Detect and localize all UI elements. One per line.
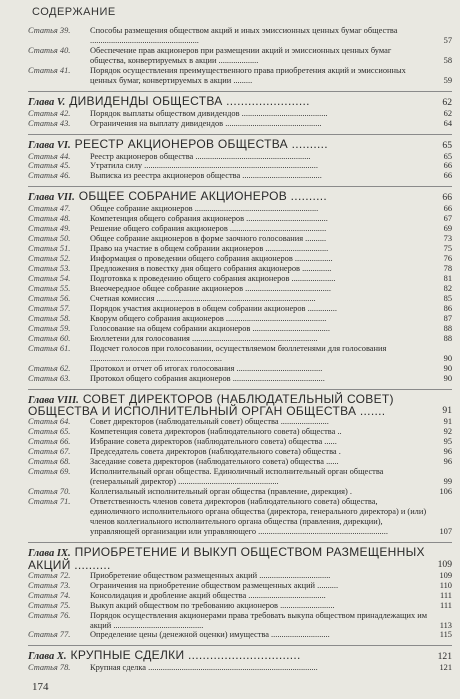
article-title: Общее собрание акционеров в форме заочного голосования .......... — [90, 234, 327, 244]
article-number: Статья 68. — [28, 457, 71, 467]
article-number: Статья 42. — [28, 108, 71, 118]
article-title: Общее собрание акционеров ........................................................... — [90, 204, 319, 214]
table-of-contents — [28, 26, 452, 673]
article-title: Внеочередное общее собрание акционеров ......................................... — [90, 283, 331, 293]
article-title: Счетная комиссия ............................................................................ — [90, 293, 316, 303]
toc-entry — [28, 467, 452, 487]
article-title: Компетенция общего собрания акционеров ....................................... — [90, 214, 328, 224]
article-number: Статья 51. — [28, 244, 71, 254]
article-title: Голосование на общем собрании акционеров ..................................... — [90, 323, 330, 333]
article-number: Статья 46. — [28, 171, 71, 181]
article-number: Статья 44. — [28, 151, 71, 161]
article-page-number: 57 — [443, 35, 452, 45]
article-number: Статья 60. — [28, 333, 71, 343]
article-title: Определение цены (денежной оценки) имущества ............................ — [90, 630, 330, 640]
article-page-number: 76 — [443, 254, 452, 264]
article-number: Статья 66. — [28, 437, 71, 447]
article-number: Статья 69. — [28, 467, 71, 477]
article-page-number: 107 — [439, 526, 452, 536]
chapter-label: Глава VII. — [28, 192, 75, 204]
article-number: Статья 58. — [28, 313, 71, 323]
article-page-number: 95 — [443, 437, 452, 447]
chapter-label: Глава IX. — [28, 547, 71, 559]
toc-entry — [28, 152, 452, 162]
article-number: Статья 39. — [28, 26, 71, 35]
article-page-number: 66 — [443, 204, 452, 214]
toc-entry — [28, 601, 452, 611]
toc-entry — [28, 344, 452, 364]
article-number: Статья 65. — [28, 427, 71, 437]
toc-entry — [28, 374, 452, 384]
article-number: Статья 64. — [28, 417, 71, 427]
article-title: Протокол общего собрания акционеров ............................................ — [90, 373, 325, 383]
article-page-number: 59 — [443, 75, 452, 85]
article-number: Статья 71. — [28, 497, 71, 507]
toc-chapter-heading — [28, 134, 452, 152]
running-header: СОДЕРЖАНИЕ — [32, 6, 116, 18]
article-number: Статья 55. — [28, 283, 71, 293]
article-number: Статья 48. — [28, 214, 71, 224]
toc-entry — [28, 274, 452, 284]
article-page-number: 106 — [439, 487, 452, 497]
article-title: Утратила силу ................................................................................... — [90, 161, 318, 171]
article-page-number: 111 — [440, 590, 452, 600]
toc-entry — [28, 171, 452, 181]
article-number: Статья 54. — [28, 274, 71, 284]
article-number: Статья 57. — [28, 303, 71, 313]
article-number: Статья 78. — [28, 663, 71, 673]
article-title: Ответственность членов совета директоров (наблюдательного совета) общества, единоличного исполнительного органа общества (директора, генерального директора) и (или) членов коллегиального исполнительного органа общества (правления, дирекции), управляющей организации или управляющего .............................................................. — [90, 497, 427, 536]
article-number: Статья 59. — [28, 323, 71, 333]
article-title: Ограничения на приобретение обществом размещенных акций .......... — [90, 580, 339, 590]
chapter-page-number: 121 — [437, 651, 452, 663]
article-page-number: 82 — [443, 283, 452, 293]
article-title: Избрание совета директоров (наблюдательного совета) общества ...... — [90, 437, 337, 447]
toc-entry — [28, 224, 452, 234]
article-page-number: 113 — [439, 620, 452, 630]
toc-entry — [28, 214, 452, 224]
toc-entry — [28, 244, 452, 254]
article-page-number: 92 — [443, 427, 452, 437]
article-title: Порядок осуществления акционерами права требовать выкупа обществом принадлежащих им акций ........................................... — [90, 610, 428, 630]
article-number: Статья 56. — [28, 293, 71, 303]
article-page-number: 66 — [443, 161, 452, 171]
article-title: Порядок осуществления преимущественного права приобретения акций и эмиссионных ценных бумаг, конвертируемых в акции ......... — [90, 65, 406, 85]
page-number: 174 — [32, 681, 49, 693]
article-number: Статья 76. — [28, 610, 71, 620]
article-page-number: 121 — [439, 663, 452, 673]
article-page-number: 115 — [439, 630, 452, 640]
article-page-number: 73 — [443, 234, 452, 244]
chapter-label: Глава X. — [28, 651, 67, 663]
toc-entry — [28, 109, 452, 119]
article-number: Статья 45. — [28, 161, 71, 171]
article-title: Председатель совета директоров (наблюдательного совета) общества . — [90, 447, 341, 457]
toc-entry — [28, 314, 452, 324]
article-title: Реестр акционеров общества ....................................................... — [90, 151, 311, 161]
article-title: Совет директоров (наблюдательный совет) общества ....................... — [90, 417, 329, 427]
toc-entry — [28, 304, 452, 314]
article-page-number: 90 — [443, 363, 452, 373]
chapter-title: ДИВИДЕНДЫ ОБЩЕСТВА ....................... — [69, 93, 310, 108]
toc-entry — [28, 264, 452, 274]
toc-chapter-heading — [28, 91, 452, 109]
article-title: Протокол и отчет об итогах голосования ......................................... — [90, 363, 323, 373]
article-number: Статья 61. — [28, 343, 71, 353]
article-title: Крупная сделка ................................................................................. — [90, 663, 318, 673]
article-title: Заседание совета директоров (наблюдательного совета) общества ...... — [90, 457, 339, 467]
toc-chapter-heading — [28, 645, 452, 663]
article-page-number: 90 — [443, 353, 452, 363]
chapter-page-number: 109 — [437, 558, 452, 570]
toc-chapter-heading — [28, 186, 452, 204]
article-title: Выписка из реестра акционеров общества ...................................... — [90, 171, 322, 181]
article-title: Порядок выплаты обществом дивидендов ......................................... — [90, 108, 328, 118]
article-title: Подсчет голосов при голосовании, осуществляемом бюллетенями для голосования ............................................................... — [90, 343, 387, 363]
toc-entry — [28, 119, 452, 129]
article-number: Статья 75. — [28, 600, 71, 610]
article-page-number: 90 — [443, 373, 452, 383]
article-title: Выкуп акций обществом по требованию акционеров .......................... — [90, 600, 335, 610]
chapter-title: СОВЕТ ДИРЕКТОРОВ (НАБЛЮДАТЕЛЬНЫЙ СОВЕТ) ОБЩЕСТВА И ИСПОЛНИТЕЛЬНЫЙ ОРГАН ОБЩЕСТВА ....... — [28, 391, 394, 419]
toc-entry — [28, 611, 452, 631]
toc-entry — [28, 571, 452, 581]
article-title: Информация о проведении общего собрания акционеров .................. — [90, 254, 333, 264]
toc-entry — [28, 630, 452, 640]
toc-entry — [28, 447, 452, 457]
article-page-number: 75 — [443, 244, 452, 254]
chapter-page-number: 65 — [442, 139, 452, 151]
article-number: Статья 52. — [28, 254, 71, 264]
toc-entry — [28, 234, 452, 244]
toc-entry — [28, 161, 452, 171]
article-number: Статья 73. — [28, 580, 71, 590]
article-number: Статья 49. — [28, 224, 71, 234]
toc-entry — [28, 437, 452, 447]
article-page-number: 69 — [443, 224, 452, 234]
article-title: Коллегиальный исполнительный орган общества (правление, дирекция) . — [90, 487, 352, 497]
article-page-number: 96 — [443, 457, 452, 467]
article-title: Право на участие в общем собрании акционеров .............................. — [90, 244, 329, 254]
toc-entry — [28, 497, 452, 537]
article-page-number: 81 — [443, 274, 452, 284]
toc-entry — [28, 66, 452, 86]
article-number: Статья 67. — [28, 447, 71, 457]
article-number: Статья 70. — [28, 487, 71, 497]
toc-entry — [28, 417, 452, 427]
article-page-number: 111 — [440, 600, 452, 610]
article-title: Кворум общего собрания акционеров ................................................ — [90, 313, 327, 323]
article-page-number: 78 — [443, 264, 452, 274]
article-number: Статья 43. — [28, 118, 71, 128]
article-page-number: 88 — [443, 333, 452, 343]
toc-entry — [28, 204, 452, 214]
article-page-number: 67 — [443, 214, 452, 224]
toc-entry — [28, 284, 452, 294]
chapter-title: ОБЩЕЕ СОБРАНИЕ АКЦИОНЕРОВ .......... — [78, 189, 328, 204]
article-page-number: 66 — [443, 171, 452, 181]
article-title: Обеспечение прав акционеров при размещении акций и эмиссионных ценных бумаг общества, конвертируемых в акции ................... — [90, 45, 392, 65]
toc-entry — [28, 334, 452, 344]
toc-entry — [28, 663, 452, 673]
article-title: Предложения в повестку дня общего собрания акционеров .............. — [90, 264, 332, 274]
chapter-title: ПРИОБРЕТЕНИЕ И ВЫКУП ОБЩЕСТВОМ РАЗМЕЩЕННЫХ АКЦИЙ .......... — [28, 544, 425, 572]
article-title: Ограничения на выплату дивидендов .............................................. — [90, 118, 322, 128]
toc-entry — [28, 364, 452, 374]
article-page-number: 64 — [443, 118, 452, 128]
chapter-label: Глава V. — [28, 96, 66, 108]
toc-entry — [28, 487, 452, 497]
article-title: Компетенция совета директоров (наблюдательного совета) общества .. — [90, 427, 342, 437]
article-title: Бюллетени для голосования ............................................................ — [90, 333, 318, 343]
article-number: Статья 63. — [28, 373, 71, 383]
article-page-number: 85 — [443, 293, 452, 303]
article-page-number: 88 — [443, 323, 452, 333]
article-title: Приобретение обществом размещенных акций .................................. — [90, 570, 331, 580]
toc-entry — [28, 457, 452, 467]
article-page-number: 96 — [443, 447, 452, 457]
article-page-number: 99 — [443, 477, 452, 487]
chapter-title: РЕЕСТР АКЦИОНЕРОВ ОБЩЕСТВА .......... — [74, 136, 328, 151]
article-page-number: 110 — [439, 580, 452, 590]
toc-entry — [28, 46, 452, 66]
toc-entry — [28, 591, 452, 601]
article-number: Статья 74. — [28, 590, 71, 600]
article-number: Статья 50. — [28, 234, 71, 244]
chapter-title: КРУПНЫЕ СДЕЛКИ ............................... — [70, 648, 301, 663]
toc-entry — [28, 427, 452, 437]
article-number: Статья 72. — [28, 570, 71, 580]
toc-chapter-heading — [28, 389, 452, 418]
article-page-number: 58 — [443, 55, 452, 65]
chapter-page-number: 66 — [442, 192, 452, 204]
article-page-number: 91 — [443, 417, 452, 427]
toc-entry — [28, 581, 452, 591]
article-title: Решение общего собрания акционеров .............................................. — [90, 224, 327, 234]
chapter-page-number: 62 — [442, 96, 452, 108]
article-title: Подготовка к проведению общего собрания акционеров ..................... — [90, 274, 336, 284]
article-page-number: 62 — [443, 108, 452, 118]
toc-entry — [28, 26, 452, 46]
article-number: Статья 53. — [28, 264, 71, 274]
toc-chapter-heading — [28, 542, 452, 571]
chapter-label: Глава VI. — [28, 139, 71, 151]
toc-entry — [28, 324, 452, 334]
article-page-number: 65 — [443, 151, 452, 161]
toc-entry — [28, 254, 452, 264]
article-title: Исполнительный орган общества. Единоличный исполнительный орган общества (генеральный директор) ................................................ — [90, 467, 384, 487]
article-page-number: 109 — [439, 570, 452, 580]
article-number: Статья 77. — [28, 630, 71, 640]
article-number: Статья 47. — [28, 204, 71, 214]
article-number: Статья 40. — [28, 45, 71, 55]
chapter-label: Глава VIII. — [28, 394, 79, 406]
article-title: Консолидация и дробление акций общества ..................................... — [90, 590, 326, 600]
chapter-page-number: 91 — [442, 405, 452, 417]
article-title: Порядок участия акционеров в общем собрании акционеров .............. — [90, 303, 337, 313]
toc-entry — [28, 294, 452, 304]
article-page-number: 86 — [443, 303, 452, 313]
article-number: Статья 41. — [28, 65, 71, 75]
article-title: Способы размещения обществом акций и иных эмиссионных ценных бумаг общества .................................................... — [90, 26, 398, 45]
article-page-number: 87 — [443, 313, 452, 323]
article-number: Статья 62. — [28, 363, 71, 373]
